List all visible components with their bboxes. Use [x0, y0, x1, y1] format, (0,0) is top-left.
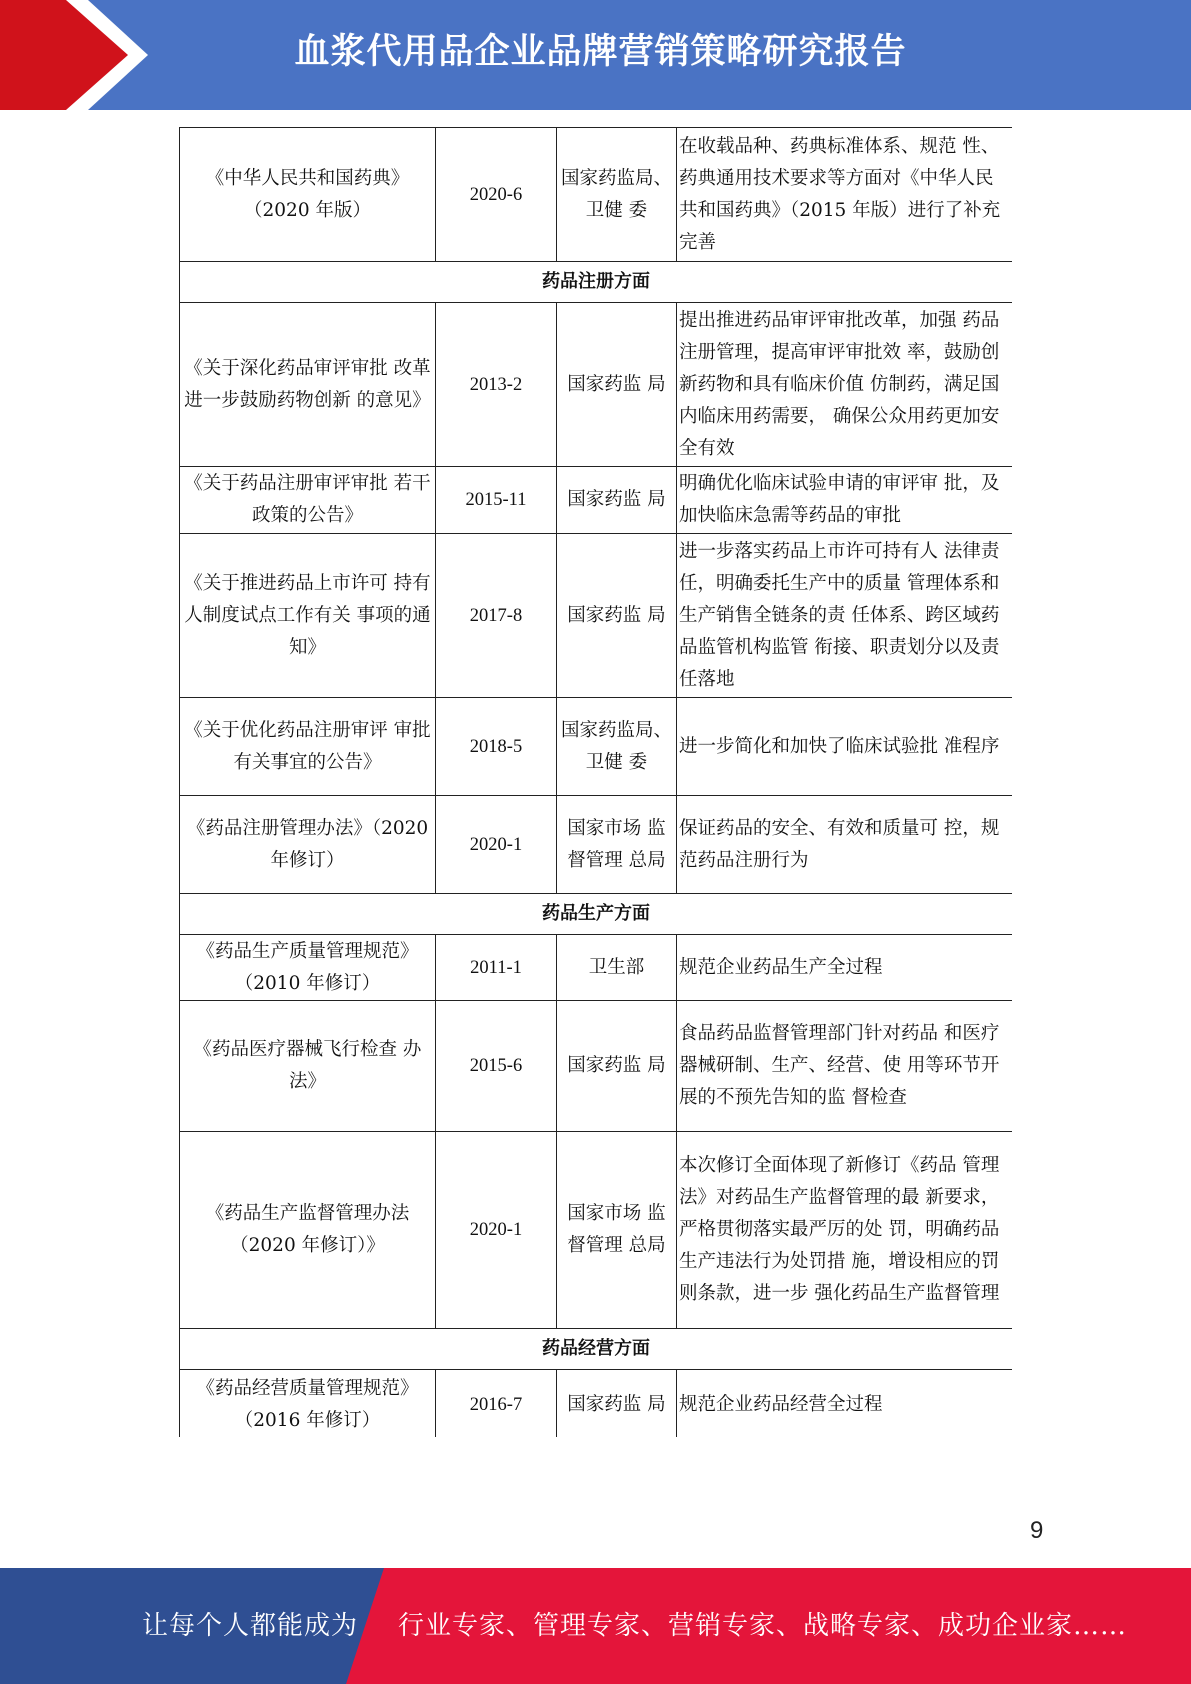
table-row	[180, 1132, 1013, 1329]
table-row	[180, 303, 1013, 467]
policy-issuer-cell: 国家市场 监督管理 总局	[557, 796, 677, 894]
table-row	[180, 935, 1013, 1001]
policy-name-cell: 《关于深化药品审评审批 改革进一步鼓励药物创新 的意见》	[180, 303, 436, 467]
policy-description-cell: 进一步落实药品上市许可持有人 法律责任，明确委托生产中的质量 管理体系和生产销售全链条的责 任体系、跨区域药品监管机构监管 衔接、职责划分以及责任落地	[677, 534, 1013, 698]
policy-description-cell: 提出推进药品审评审批改革，加强 药品注册管理，提高审评审批效 率，鼓励创新药物和具有临床价值 仿制药，满足国内临床用药需要， 确保公众用药更加安全有效	[677, 303, 1013, 467]
table-row	[180, 796, 1013, 894]
policy-name-cell: 《关于优化药品注册审评 审批有关事宜的公告》	[180, 698, 436, 796]
policy-date-cell: 2017-8	[436, 534, 557, 698]
policy-date-cell: 2016-7	[436, 1370, 557, 1438]
section-row	[180, 1329, 1013, 1370]
policy-name-cell: 《关于药品注册审评审批 若干政策的公告》	[180, 467, 436, 534]
policy-description-cell: 进一步简化和加快了临床试验批 准程序	[677, 698, 1013, 796]
policy-name-cell: 《药品生产质量管理规范》（2010 年修订）	[180, 935, 436, 1001]
policy-name-cell: 《药品注册管理办法》（2020 年修订）	[180, 796, 436, 894]
section-row	[180, 894, 1013, 935]
page-number: 9	[1030, 1517, 1044, 1544]
table-row	[180, 534, 1013, 698]
policy-date-cell: 2013-2	[436, 303, 557, 467]
policy-name-cell: 《药品医疗器械飞行检查 办法》	[180, 1001, 436, 1132]
policy-description-cell: 食品药品监督管理部门针对药品 和医疗器械研制、生产、经营、使 用等环节开展的不预先告知的监 督检查	[677, 1001, 1013, 1132]
policy-date-cell: 2015-6	[436, 1001, 557, 1132]
table-row	[180, 1001, 1013, 1132]
policy-issuer-cell: 国家药监 局	[557, 467, 677, 534]
table-row	[180, 1370, 1013, 1438]
policy-issuer-cell: 卫生部	[557, 935, 677, 1001]
policy-date-cell: 2015-11	[436, 467, 557, 534]
policy-name-cell: 《药品经营质量管理规范》（2016 年修订）	[180, 1370, 436, 1438]
policy-date-cell: 2011-1	[436, 935, 557, 1001]
policy-issuer-cell: 国家药监 局	[557, 534, 677, 698]
policy-description-cell: 本次修订全面体现了新修订《药品 管理法》对药品生产监督管理的最 新要求，严格贯彻落实最严厉的处 罚，明确药品生产违法行为处罚措 施，增设相应的罚则条款，进一步 强化药品生产监督管理	[677, 1132, 1013, 1329]
table-row	[180, 698, 1013, 796]
report-title: 血浆代用品企业品牌营销策略研究报告	[294, 32, 907, 72]
policy-date-cell: 2020-6	[436, 128, 557, 262]
policy-issuer-cell: 国家药监 局	[557, 303, 677, 467]
policy-description-cell: 规范企业药品生产全过程	[677, 935, 1013, 1001]
policy-name-cell: 《关于推进药品上市许可 持有人制度试点工作有关 事项的通知》	[180, 534, 436, 698]
policy-issuer-cell: 国家市场 监督管理 总局	[557, 1132, 677, 1329]
policy-date-cell: 2020-1	[436, 1132, 557, 1329]
policy-date-cell: 2020-1	[436, 796, 557, 894]
policy-description-cell: 明确优化临床试验申请的审评审 批，及加快临床急需等药品的审批	[677, 467, 1013, 534]
section-heading-distribution: 药品经营方面	[180, 1329, 1013, 1370]
page-footer	[0, 1568, 1191, 1684]
policy-issuer-cell: 国家药监局、卫健 委	[557, 128, 677, 262]
policy-table-container	[179, 127, 1012, 1437]
page-header	[0, 0, 1191, 110]
policy-issuer-cell: 国家药监局、卫健 委	[557, 698, 677, 796]
policy-name-cell: 《药品生产监督管理办法（2020 年修订）》	[180, 1132, 436, 1329]
policy-description-cell: 在收载品种、药典标准体系、规范 性、药典通用技术要求等方面对《中华人民共和国药典》（2015 年版）进行了补充完善	[677, 128, 1013, 262]
section-row	[180, 262, 1013, 303]
section-heading-registration: 药品注册方面	[180, 262, 1013, 303]
policy-name-cell: 《中华人民共和国药典》（2020 年版）	[180, 128, 436, 262]
policy-description-cell: 保证药品的安全、有效和质量可 控，规范药品注册行为	[677, 796, 1013, 894]
policy-description-cell: 规范企业药品经营全过程	[677, 1370, 1013, 1438]
footer-slogan-right: 行业专家、管理专家、营销专家、战略专家、成功企业家……	[398, 1611, 1128, 1641]
section-heading-production: 药品生产方面	[180, 894, 1013, 935]
policy-issuer-cell: 国家药监 局	[557, 1370, 677, 1438]
table-row	[180, 467, 1013, 534]
table-row	[180, 128, 1013, 262]
policy-issuer-cell: 国家药监 局	[557, 1001, 677, 1132]
policy-table	[179, 127, 1012, 1437]
policy-date-cell: 2018-5	[436, 698, 557, 796]
footer-slogan-left: 让每个人都能成为	[142, 1611, 359, 1641]
